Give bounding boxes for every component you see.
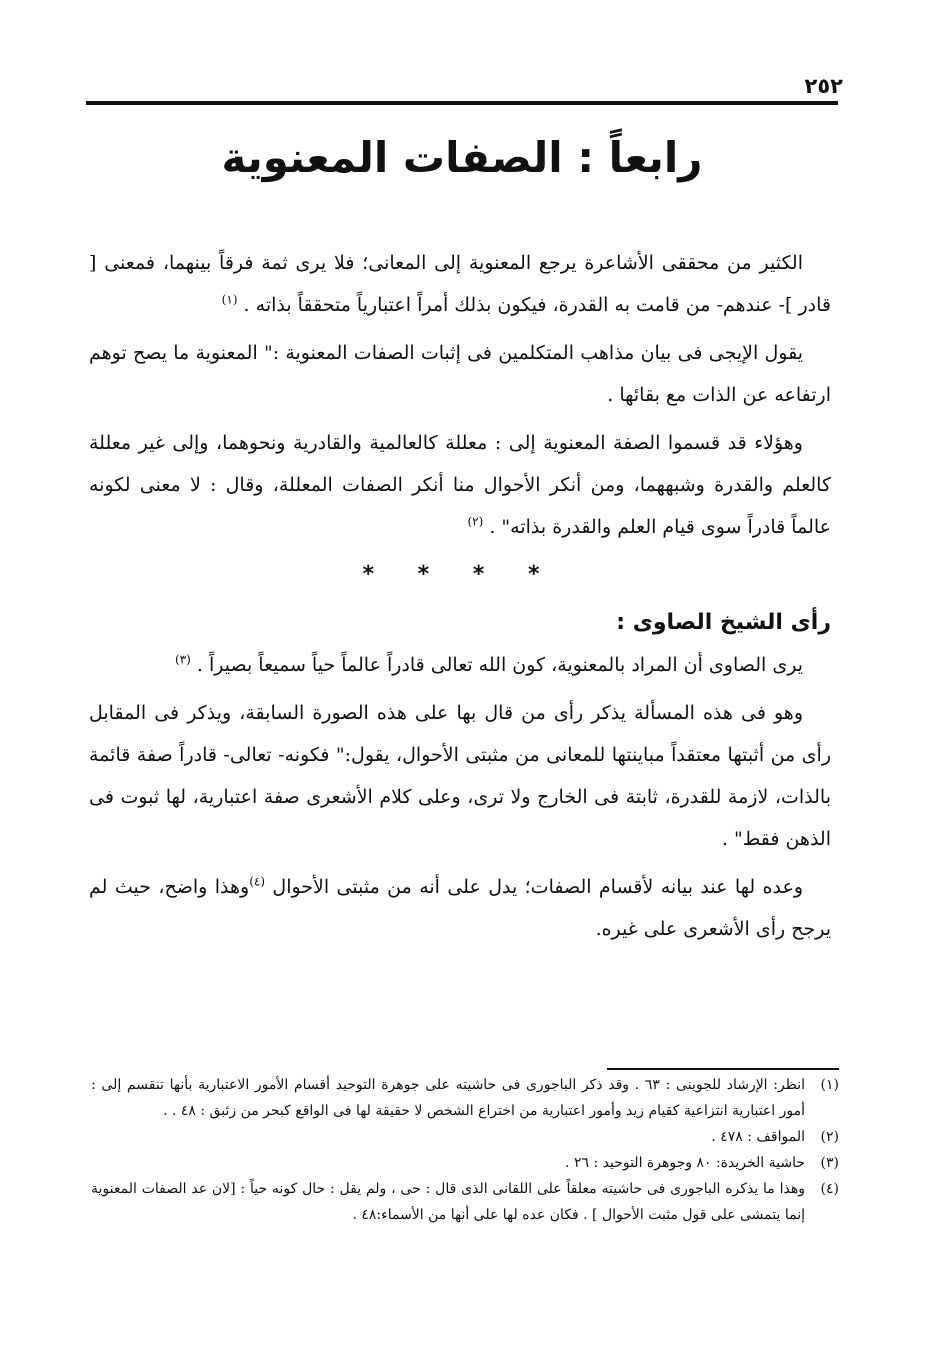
footnote-ref-4[interactable]: (٤): [249, 874, 266, 889]
footnote-text: المواقف : ٤٧٨ .: [711, 1129, 805, 1145]
header-rule: [86, 101, 838, 105]
footnote-rule: [607, 1068, 839, 1070]
footnote-4: [91, 1176, 839, 1228]
footnote-ref-3[interactable]: (٣): [175, 652, 191, 667]
footnote-text: حاشية الخريدة: ٨٠ وجوهرة التوحيد : ٢٦ .: [565, 1155, 805, 1171]
paragraph-text: يرى الصاوى أن المراد بالمعنوية، كون الله تعالى قادراً عالماً حياً سميعاً بصيراً .: [196, 654, 803, 676]
body-text: [89, 242, 831, 956]
paragraph-text: الكثير من محققى الأشاعرة يرجع المعنوية إلى المعانى؛ فلا يرى ثمة فرقاً بينهما، فمعنى [ قادر ]- عندهم- من قامت به القدرة، فيكون بذلك أمراً اعتبارياً متحققاً بذاته .: [89, 252, 831, 316]
section-paragraph-3: [89, 866, 831, 950]
paragraph-text-continued: وهذا واضح، حيث لم يرجح رأى الأشعرى على غيره.: [89, 876, 831, 940]
footnote-text: وهذا ما يذكره الباجورى فى حاشيته معلقاً على اللقانى الذى قال : حى ، ولم يقل : حال كونه حياً : [لان عد الصفات المعنوية إنما يتمشى على قول مثبت الأحوال ] . فكان عده لها على أنها من الأسماء:٤٨ .: [91, 1181, 805, 1223]
section-separator: * * * *: [362, 562, 558, 587]
page-number: ٢٥٢: [804, 74, 843, 98]
footnotes: [91, 1072, 839, 1228]
footnote-number: (٢): [820, 1129, 839, 1145]
paragraph-3: [89, 422, 831, 548]
paragraph-text: وهؤلاء قد قسموا الصفة المعنوية إلى : معللة كالعالمية والقادرية ونحوهما، وإلى غير معللة كالعلم والقدرة وشبههما، ومن أنكر الأحوال منا أنكر الصفات المعللة، وقال : لا معنى لكونه عالماً قادراً سوى قيام العلم والقدرة بذاته" .: [89, 432, 831, 538]
footnote-number: (١): [820, 1077, 839, 1093]
footnote-2: [91, 1124, 839, 1150]
paragraph-text: يقول الإيجى فى بيان مذاهب المتكلمين فى إثبات الصفات المعنوية :" المعنوية ما يصح توهم ارتفاعه عن الذات مع بقائها .: [89, 342, 831, 406]
section-heading: رأى الشيخ الصاوى :: [616, 610, 831, 635]
footnote-number: (٤): [820, 1181, 839, 1197]
paragraph-text: وهو فى هذه المسألة يذكر رأى من قال بها على هذه الصورة السابقة، ويذكر فى المقابل رأى من أثبتها معتقداً مباينتها للمعانى من مثبتى الأحوال، يقول:" فكونه- تعالى- قادراً صفة قائمة بالذات، لازمة للقدرة، ثابتة فى الخارج ولا ترى، وعلى كلام الأشعرى صفة اعتبارية، لها ثبوت فى الذهن فقط" .: [89, 702, 831, 850]
paragraph-2: [89, 332, 831, 416]
footnote-number: (٣): [820, 1155, 839, 1171]
footnote-3: [91, 1150, 839, 1176]
section-paragraph-2: [89, 692, 831, 860]
paragraph-1: [89, 242, 831, 326]
footnote-ref-1[interactable]: (١): [221, 292, 238, 307]
footnote-ref-2[interactable]: (٢): [467, 514, 484, 529]
footnote-text: انظر: الإرشاد للجوينى : ٦٣ . وقد ذكر الباجورى فى حاشيته على جوهرة التوحيد أقسام الأمور الاعتبارية بأنها تنقسم إلى : أمور اعتبارية انتزاعية كقيام زيد وأمور اعتبارية من اختراع الشخص لا حقيقة لها فى الواقع كبحر من زئبق : ٤٨ . .: [91, 1077, 805, 1119]
section-paragraph-1: [89, 644, 831, 686]
chapter-title: رابعاً : الصفات المعنوية: [221, 133, 703, 182]
paragraph-text: وعده لها عند بيانه لأقسام الصفات؛ يدل على أنه من مثبتى الأحوال: [272, 876, 803, 898]
footnote-1: [91, 1072, 839, 1124]
